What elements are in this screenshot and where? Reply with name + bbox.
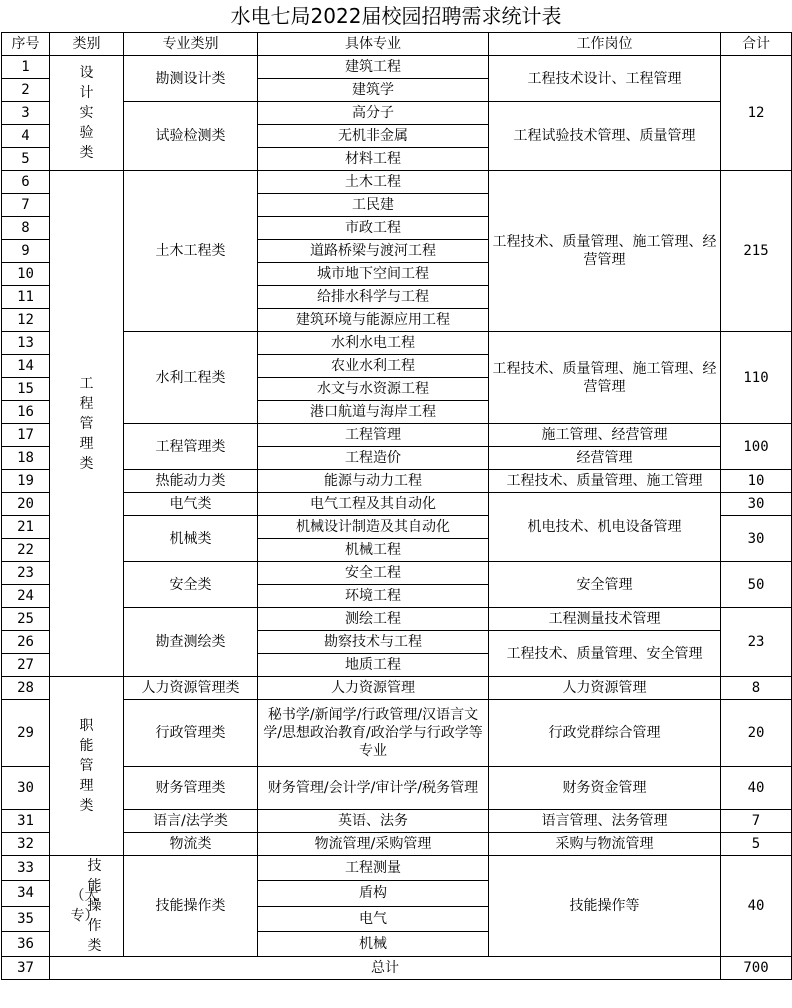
seq-cell: 25 [2, 608, 50, 631]
position-cell: 技能操作等 [489, 856, 721, 957]
group-cell: 安全类 [124, 562, 258, 608]
seq-cell: 11 [2, 286, 50, 309]
category-cell [50, 856, 124, 957]
header-total: 合计 [721, 33, 792, 56]
seq-cell: 8 [2, 217, 50, 240]
position-cell: 工程测量技术管理 [489, 608, 721, 631]
table-row [2, 856, 792, 881]
major-cell: 高分子 [258, 102, 489, 125]
group-cell: 勘测设计类 [124, 56, 258, 102]
header-seq: 序号 [2, 33, 50, 56]
group-cell: 勘查测绘类 [124, 608, 258, 677]
position-cell: 行政党群综合管理 [489, 700, 721, 767]
seq-cell: 4 [2, 125, 50, 148]
major-cell: 秘书学/新闻学/行政管理/汉语言文学/思想政治教育/政治学与行政学等专业 [258, 700, 489, 767]
table-row [2, 56, 792, 79]
major-cell: 城市地下空间工程 [258, 263, 489, 286]
seq-cell: 31 [2, 810, 50, 833]
seq-cell: 15 [2, 378, 50, 401]
position-cell: 工程技术、质量管理、安全管理 [489, 631, 721, 677]
major-cell: 市政工程 [258, 217, 489, 240]
header-row [2, 33, 792, 56]
seq-cell: 23 [2, 562, 50, 585]
seq-cell: 10 [2, 263, 50, 286]
major-cell: 机械工程 [258, 539, 489, 562]
seq-cell: 12 [2, 309, 50, 332]
major-cell: 机械 [258, 931, 489, 956]
position-cell: 经营管理 [489, 447, 721, 470]
major-cell: 建筑环境与能源应用工程 [258, 309, 489, 332]
group-cell: 语言/法学类 [124, 810, 258, 833]
seq-cell: 28 [2, 677, 50, 700]
seq-cell: 33 [2, 856, 50, 881]
major-cell: 工程管理 [258, 424, 489, 447]
major-cell: 材料工程 [258, 148, 489, 171]
seq-cell: 32 [2, 833, 50, 856]
major-cell: 工程测量 [258, 856, 489, 881]
major-cell: 工民建 [258, 194, 489, 217]
seq-cell: 34 [2, 881, 50, 906]
major-cell: 电气工程及其自动化 [258, 493, 489, 516]
major-cell: 港口航道与海岸工程 [258, 401, 489, 424]
seq-cell: 6 [2, 171, 50, 194]
position-cell: 采购与物流管理 [489, 833, 721, 856]
category-cell [50, 56, 124, 171]
group-cell: 财务管理类 [124, 767, 258, 810]
seq-cell: 29 [2, 700, 50, 767]
seq-cell: 14 [2, 355, 50, 378]
total-cell: 110 [721, 332, 792, 424]
position-cell: 安全管理 [489, 562, 721, 608]
major-cell: 水利水电工程 [258, 332, 489, 355]
seq-cell: 24 [2, 585, 50, 608]
total-cell: 20 [721, 700, 792, 767]
major-cell: 财务管理/会计学/审计学/税务管理 [258, 767, 489, 810]
major-cell: 水文与水资源工程 [258, 378, 489, 401]
seq-cell: 35 [2, 906, 50, 931]
total-cell: 40 [721, 767, 792, 810]
position-cell: 工程试验技术管理、质量管理 [489, 102, 721, 171]
position-cell: 人力资源管理 [489, 677, 721, 700]
seq-cell: 3 [2, 102, 50, 125]
major-cell: 能源与动力工程 [258, 470, 489, 493]
table-title: 水电七局2022届校园招聘需求统计表 [230, 4, 562, 28]
major-cell: 工程造价 [258, 447, 489, 470]
total-cell: 100 [721, 424, 792, 470]
total-cell: 50 [721, 562, 792, 608]
category-cell [50, 677, 124, 856]
group-cell: 水利工程类 [124, 332, 258, 424]
category-text: 技能操作类 [87, 858, 102, 954]
position-cell: 工程技术设计、工程管理 [489, 56, 721, 102]
header-position: 工作岗位 [489, 33, 721, 56]
position-cell: 财务资金管理 [489, 767, 721, 810]
total-cell: 5 [721, 833, 792, 856]
table-row [2, 677, 792, 700]
seq-cell: 26 [2, 631, 50, 654]
major-cell: 电气 [258, 906, 489, 931]
seq-cell: 5 [2, 148, 50, 171]
major-cell: 给排水科学与工程 [258, 286, 489, 309]
major-cell: 测绘工程 [258, 608, 489, 631]
seq-cell: 22 [2, 539, 50, 562]
category-text: 设计实验类 [79, 65, 94, 161]
position-cell: 机电技术、机电设备管理 [489, 493, 721, 562]
seq-cell: 17 [2, 424, 50, 447]
category-paren-text: （大专） [70, 888, 99, 924]
major-cell: 土木工程 [258, 171, 489, 194]
group-cell: 工程管理类 [124, 424, 258, 470]
group-cell: 技能操作类 [124, 856, 258, 957]
group-cell: 土木工程类 [124, 171, 258, 332]
major-cell: 无机非金属 [258, 125, 489, 148]
category-text: 工程管理类 [79, 375, 94, 472]
recruitment-table [1, 32, 792, 980]
group-cell: 机械类 [124, 516, 258, 562]
major-cell: 道路桥梁与渡河工程 [258, 240, 489, 263]
total-cell: 8 [721, 677, 792, 700]
major-cell: 英语、法务 [258, 810, 489, 833]
seq-cell: 2 [2, 79, 50, 102]
grand-total-label: 总计 [50, 957, 721, 980]
total-cell: 12 [721, 56, 792, 171]
header-major: 具体专业 [258, 33, 489, 56]
position-cell: 工程技术、质量管理、施工管理、经营管理 [489, 332, 721, 424]
seq-cell: 9 [2, 240, 50, 263]
group-cell: 电气类 [124, 493, 258, 516]
major-cell: 物流管理/采购管理 [258, 833, 489, 856]
seq-cell: 7 [2, 194, 50, 217]
group-cell: 物流类 [124, 833, 258, 856]
seq-cell: 27 [2, 654, 50, 677]
position-cell: 施工管理、经营管理 [489, 424, 721, 447]
major-cell: 机械设计制造及其自动化 [258, 516, 489, 539]
category-text: 职能管理类 [79, 718, 94, 814]
major-cell: 建筑学 [258, 79, 489, 102]
major-cell: 盾构 [258, 881, 489, 906]
total-cell: 7 [721, 810, 792, 833]
group-cell: 行政管理类 [124, 700, 258, 767]
seq-cell: 13 [2, 332, 50, 355]
total-row [2, 957, 792, 980]
major-cell: 环境工程 [258, 585, 489, 608]
seq-cell: 36 [2, 931, 50, 956]
seq-cell: 16 [2, 401, 50, 424]
group-cell: 试验检测类 [124, 102, 258, 171]
major-cell: 人力资源管理 [258, 677, 489, 700]
total-cell: 30 [721, 516, 792, 562]
total-cell: 215 [721, 171, 792, 332]
major-cell: 地质工程 [258, 654, 489, 677]
seq-cell: 18 [2, 447, 50, 470]
group-cell: 热能动力类 [124, 470, 258, 493]
position-cell: 工程技术、质量管理、施工管理 [489, 470, 721, 493]
total-cell: 10 [721, 470, 792, 493]
grand-total-value: 700 [721, 957, 792, 980]
total-cell: 40 [721, 856, 792, 957]
seq-cell: 30 [2, 767, 50, 810]
seq-cell: 20 [2, 493, 50, 516]
category-cell [50, 171, 124, 677]
major-cell: 勘察技术与工程 [258, 631, 489, 654]
seq-cell: 37 [2, 957, 50, 980]
total-cell: 30 [721, 493, 792, 516]
header-category: 类别 [50, 33, 124, 56]
position-cell: 语言管理、法务管理 [489, 810, 721, 833]
table-row [2, 171, 792, 194]
seq-cell: 19 [2, 470, 50, 493]
position-cell: 工程技术、质量管理、施工管理、经营管理 [489, 171, 721, 332]
header-major-group: 专业类别 [124, 33, 258, 56]
total-cell: 23 [721, 608, 792, 677]
seq-cell: 21 [2, 516, 50, 539]
major-cell: 安全工程 [258, 562, 489, 585]
seq-cell: 1 [2, 56, 50, 79]
major-cell: 建筑工程 [258, 56, 489, 79]
group-cell: 人力资源管理类 [124, 677, 258, 700]
major-cell: 农业水利工程 [258, 355, 489, 378]
